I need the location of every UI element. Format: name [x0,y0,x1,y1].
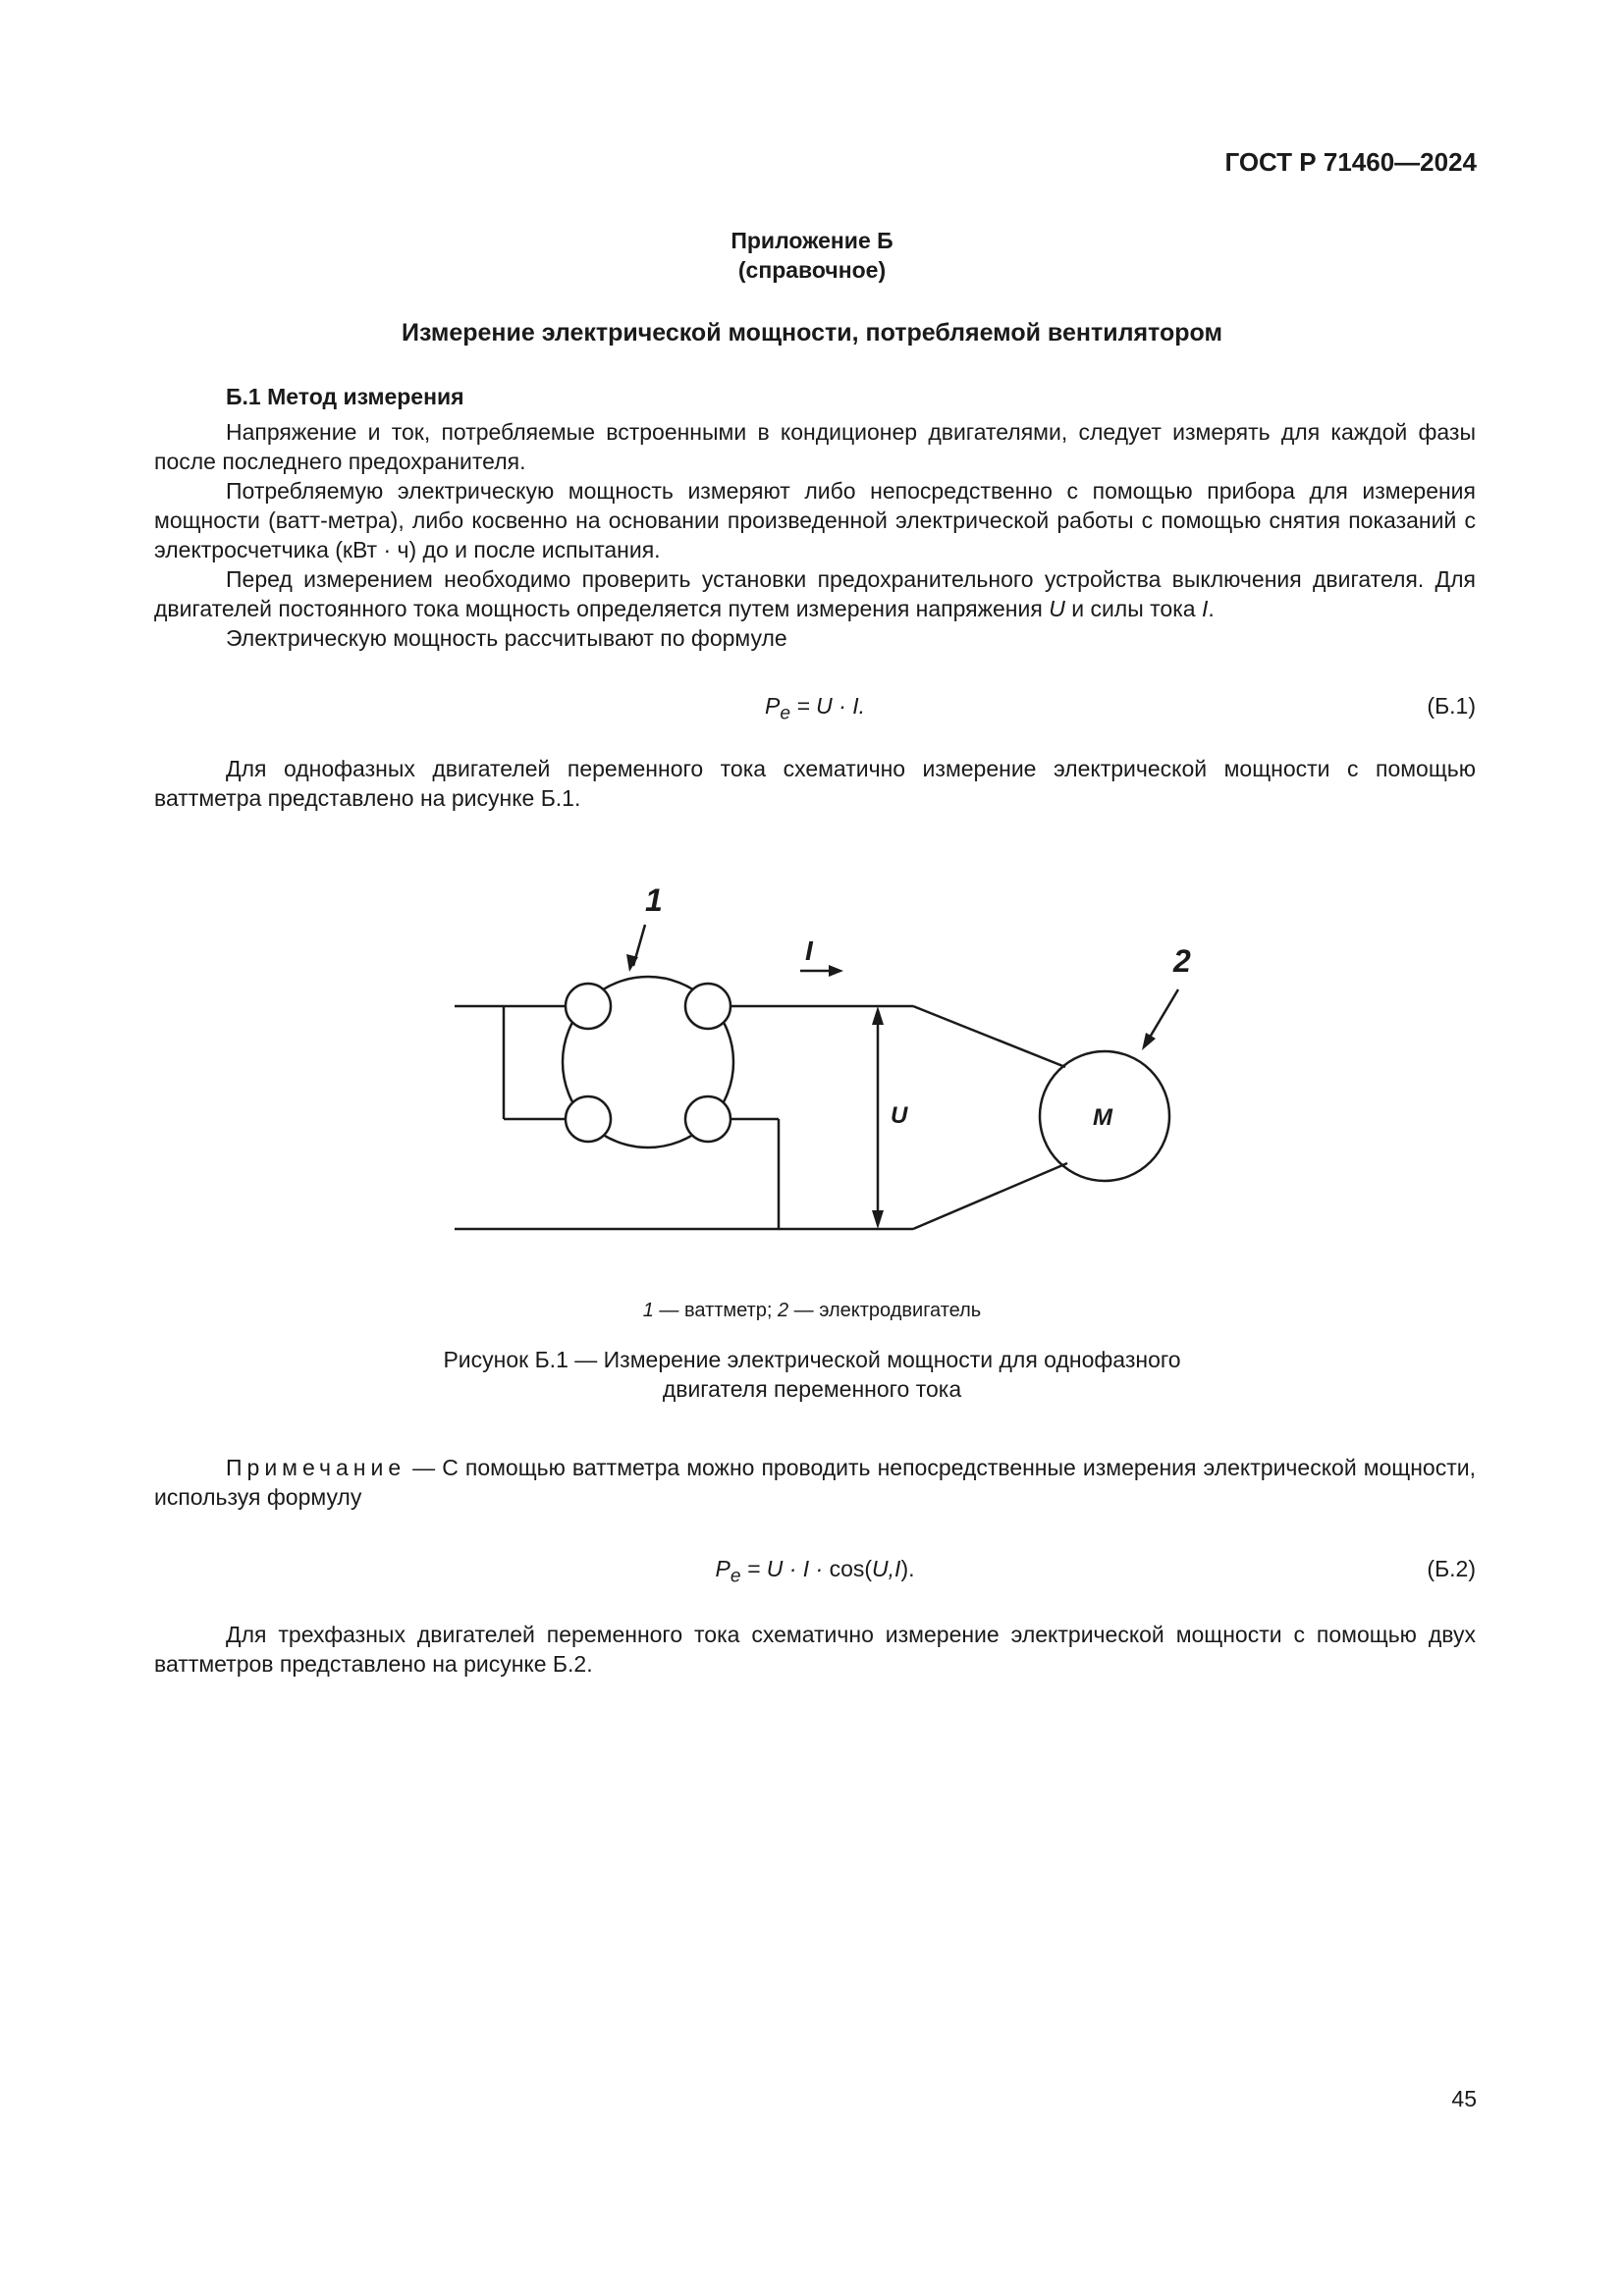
current-arrow-head [829,965,843,977]
paragraph: Для трехфазных двигателей переменного тока схематично измерение электрической мощности с помощью двух ваттметров представлено на рисунке Б.2. [154,1622,1476,1677]
symbol-i: I [1201,596,1209,621]
legend-number: 2 [778,1300,789,1321]
symbol-u: U [1049,596,1065,621]
text-run: Перед измерением необходимо проверить установки предохранительного устройства выключения двигателя. Для двигателей постоянного тока мощность определяется путем измерения напряжения [154,566,1476,621]
callout-label-2: 2 [1173,943,1191,979]
figure-legend [0,1300,1624,1322]
annex-heading [0,226,1624,285]
formula-b1 [154,693,1476,724]
leader-line-2 [1148,989,1178,1041]
formula-rest: cos( [829,1556,873,1581]
paragraph: Электрическую мощность рассчитывают по формуле [226,625,787,651]
motor-label: M [1093,1104,1112,1131]
caption-line: Рисунок Б.1 — Измерение электрической мощности для однофазного [443,1347,1181,1372]
note-block [154,1453,1476,1512]
section-heading: Б.1 Метод измерения [226,384,464,409]
formula-expression [154,1556,1476,1588]
wire-to-motor-top [913,1006,1065,1067]
paragraph: Для однофазных двигателей переменного тока схематично измерение электрической мощности с помощью ваттметра представлено на рисунке Б.1. [154,756,1476,811]
wattmeter-terminal [566,984,611,1029]
paragraph [154,564,1476,623]
figure-b1 [447,864,1193,1256]
formula-subscript: e [780,703,790,724]
note-paragraph [154,1453,1476,1512]
formula-rest: = U · I. [789,693,866,719]
formula-expression [154,693,1476,725]
voltage-arrow-head-down [872,1210,884,1229]
text-run: . [1208,596,1215,621]
paragraph: Потребляемую электрическую мощность измеряют либо непосредственно с помощью прибора для измерения мощности (ватт-метра), либо косвенно на основании произведенной электрической работы с помощью снятия показаний с электросчетчика (кВт · ч) до и после испытания. [154,478,1476,562]
circuit-diagram [447,864,1193,1256]
leader-arrow-head-1 [626,954,638,972]
formula-b2 [154,1556,1476,1587]
wattmeter-terminal [685,984,731,1029]
body-text-3 [154,1620,1476,1679]
formula-rest: = U · I · [740,1556,830,1581]
formula-number: (Б.1) [1427,693,1476,719]
text-run: и силы тока [1064,596,1202,621]
legend-number: 1 [642,1300,654,1321]
formula-rest: ). [900,1556,915,1581]
annex-status: (справочное) [737,257,887,283]
caption-line: двигателя переменного тока [662,1376,962,1402]
callout-label-1: 1 [645,882,663,918]
page-number: 45 [1451,2086,1477,2111]
leader-arrow-head-2 [1142,1033,1156,1050]
figure-caption [0,1345,1624,1404]
main-title: Измерение электрической мощности, потребляемой вентилятором [402,319,1222,347]
legend-text: — ваттметр; [653,1300,778,1321]
voltage-arrow-head-up [872,1006,884,1025]
body-text-2 [154,754,1476,813]
formula-rest: U,I [872,1556,901,1581]
wattmeter-terminal [685,1096,731,1142]
voltage-label: U [891,1102,908,1129]
standard-number: ГОСТ Р 71460—2024 [1224,147,1477,177]
formula-symbol: P [715,1556,731,1581]
wire-to-motor-bottom [913,1163,1067,1229]
formula-subscript: e [730,1566,741,1587]
annex-title: Приложение Б [731,228,893,253]
formula-symbol: P [764,693,781,719]
formula-number: (Б.2) [1427,1556,1476,1581]
current-label: I [805,935,813,966]
note-label: Примечание [226,1455,406,1480]
body-text-1 [154,417,1476,653]
paragraph: Напряжение и ток, потребляемые встроенными в кондиционер двигателями, следует измерять для каждой фазы после последнего предохранителя. [154,419,1476,474]
note-text: — С помощью ваттметра можно проводить непосредственные измерения электрической мощности, используя формулу [154,1455,1476,1510]
wattmeter-terminal [566,1096,611,1142]
legend-text: — электродвигатель [788,1300,982,1321]
